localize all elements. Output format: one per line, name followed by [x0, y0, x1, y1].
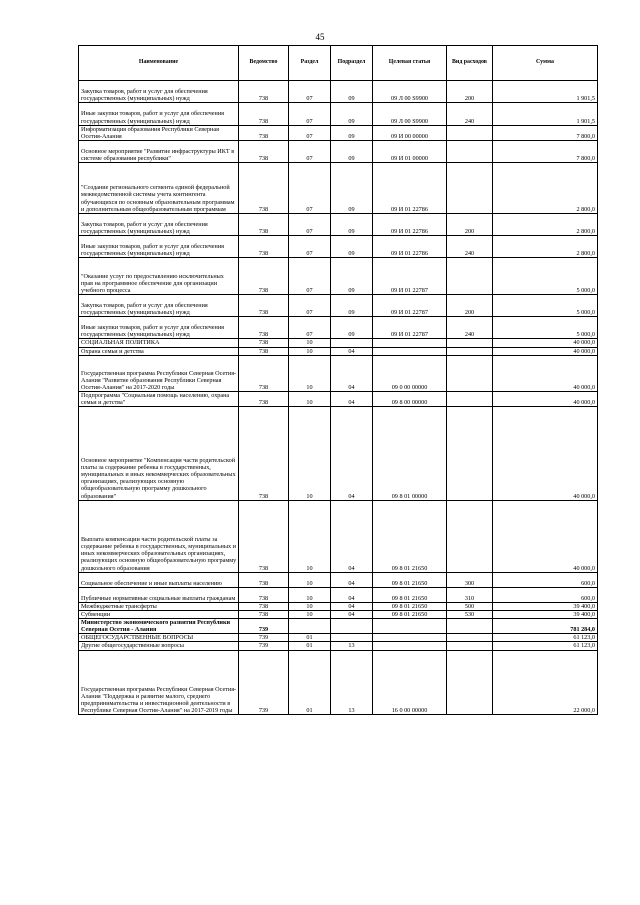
cell-sum: 7 800,0	[493, 140, 598, 162]
cell-kind: 530	[447, 611, 493, 619]
table-row	[79, 642, 598, 650]
cell-kind	[447, 500, 493, 572]
cell-dept: 739	[239, 650, 289, 715]
cell-section: 07	[289, 103, 331, 125]
cell-subsection: 09	[331, 213, 373, 235]
cell-name: Министерство экономического развития Республики Северная Осетия - Алания	[79, 619, 239, 634]
column-header-section: Раздел	[289, 46, 331, 81]
cell-kind: 200	[447, 81, 493, 103]
cell-section: 10	[289, 407, 331, 500]
cell-subsection: 09	[331, 140, 373, 162]
column-header-subsection: Подраздел	[331, 46, 373, 81]
cell-section: 10	[289, 392, 331, 407]
cell-dept: 738	[239, 339, 289, 347]
table-row	[79, 650, 598, 715]
cell-target: 09 И 01 22786	[373, 163, 447, 214]
page-number: 45	[315, 32, 325, 42]
cell-section: 07	[289, 163, 331, 214]
column-header-kind: Вид расходов	[447, 46, 493, 81]
cell-dept: 738	[239, 140, 289, 162]
cell-section: 01	[289, 650, 331, 715]
cell-section: 10	[289, 587, 331, 602]
cell-dept: 738	[239, 163, 289, 214]
cell-sum: 600,0	[493, 572, 598, 587]
cell-name: Государственная программа Республики Северная Осетия-Алания "Поддержка и развитие малого, среднего предпринимательства и инвестиционной деятельности в Республике Северная Осетия-Алания" на 2017-2019 годы	[79, 650, 239, 715]
cell-kind: 240	[447, 103, 493, 125]
cell-section: 07	[289, 213, 331, 235]
cell-kind: 200	[447, 213, 493, 235]
cell-sum: 7 800,0	[493, 125, 598, 140]
column-header-dept: Ведомство	[239, 46, 289, 81]
cell-subsection: 09	[331, 125, 373, 140]
cell-dept: 738	[239, 103, 289, 125]
table-row	[79, 140, 598, 162]
cell-kind: 500	[447, 603, 493, 611]
cell-sum: 1 901,5	[493, 103, 598, 125]
cell-subsection: 09	[331, 258, 373, 295]
table-row	[79, 236, 598, 258]
cell-section	[289, 619, 331, 634]
cell-dept: 738	[239, 81, 289, 103]
table-header-row	[79, 46, 598, 81]
cell-subsection: 09	[331, 81, 373, 103]
cell-subsection: 13	[331, 642, 373, 650]
cell-subsection: 04	[331, 347, 373, 355]
cell-section: 01	[289, 634, 331, 642]
cell-section: 07	[289, 294, 331, 316]
cell-target: 09 8 01 21650	[373, 587, 447, 602]
table-row	[79, 213, 598, 235]
cell-name: Субвенции	[79, 611, 239, 619]
table-row	[79, 347, 598, 355]
cell-sum: 61 123,0	[493, 634, 598, 642]
cell-subsection: 09	[331, 317, 373, 339]
table-row	[79, 103, 598, 125]
cell-name: Закупка товаров, работ и услуг для обеспечения государственных (муниципальных) нужд	[79, 294, 239, 316]
cell-section: 10	[289, 339, 331, 347]
cell-name: Иные закупки товаров, работ и услуг для обеспечения государственных (муниципальных) нужд	[79, 317, 239, 339]
cell-dept: 738	[239, 407, 289, 500]
cell-sum: 5 000,0	[493, 258, 598, 295]
cell-kind: 240	[447, 236, 493, 258]
cell-sum: 40 000,0	[493, 339, 598, 347]
table-row	[79, 572, 598, 587]
cell-target: 09 Л 00 S9900	[373, 81, 447, 103]
cell-target	[373, 347, 447, 355]
table-row	[79, 634, 598, 642]
cell-target: 09 8 01 21650	[373, 572, 447, 587]
cell-dept: 738	[239, 392, 289, 407]
table-row	[79, 163, 598, 214]
cell-subsection: 09	[331, 163, 373, 214]
cell-target: 09 И 01 22786	[373, 236, 447, 258]
cell-section: 07	[289, 81, 331, 103]
cell-name: "Оказание услуг по предоставлению исключительных прав на программное обеспечение для организации учебного процесса	[79, 258, 239, 295]
column-header-target: Целевая статья	[373, 46, 447, 81]
cell-sum: 39 400,0	[493, 603, 598, 611]
cell-sum: 1 901,5	[493, 81, 598, 103]
cell-section: 07	[289, 236, 331, 258]
cell-target	[373, 642, 447, 650]
cell-target: 09 И 00 00000	[373, 125, 447, 140]
cell-kind	[447, 140, 493, 162]
cell-name: Основное мероприятие "Развитие инфраструктуры ИКТ в системе образования республики"	[79, 140, 239, 162]
cell-sum: 40 000,0	[493, 355, 598, 392]
cell-kind	[447, 125, 493, 140]
cell-subsection: 04	[331, 587, 373, 602]
table-body	[79, 81, 598, 715]
cell-name: Закупка товаров, работ и услуг для обеспечения государственных (муниципальных) нужд	[79, 81, 239, 103]
cell-subsection: 04	[331, 611, 373, 619]
cell-kind	[447, 642, 493, 650]
cell-name: Выплата компенсации части родительской платы за содержание ребенка в государственных, муниципальных и иных некоммерческих образовательных организациях, реализующих основную общеобразовательную программу дошкольного образования	[79, 500, 239, 572]
cell-target: 09 И 01 00000	[373, 140, 447, 162]
cell-dept: 738	[239, 236, 289, 258]
column-header-name: Наименование	[79, 46, 239, 81]
cell-section: 10	[289, 355, 331, 392]
table-row	[79, 294, 598, 316]
cell-name: ОБЩЕГОСУДАРСТВЕННЫЕ ВОПРОСЫ	[79, 634, 239, 642]
cell-sum: 781 284,0	[493, 619, 598, 634]
cell-section: 01	[289, 642, 331, 650]
cell-dept: 738	[239, 500, 289, 572]
cell-dept: 739	[239, 619, 289, 634]
cell-sum: 5 000,0	[493, 317, 598, 339]
table-row	[79, 603, 598, 611]
cell-target: 09 8 00 00000	[373, 392, 447, 407]
cell-sum: 22 000,0	[493, 650, 598, 715]
table-row	[79, 619, 598, 634]
cell-target: 09 8 01 21650	[373, 500, 447, 572]
cell-name: Охрана семьи и детства	[79, 347, 239, 355]
cell-subsection: 04	[331, 500, 373, 572]
cell-kind: 200	[447, 294, 493, 316]
table-row	[79, 125, 598, 140]
cell-name: Закупка товаров, работ и услуг для обеспечения государственных (муниципальных) нужд	[79, 213, 239, 235]
cell-dept: 738	[239, 347, 289, 355]
cell-dept: 738	[239, 611, 289, 619]
cell-sum: 61 123,0	[493, 642, 598, 650]
cell-section: 10	[289, 500, 331, 572]
cell-dept: 738	[239, 603, 289, 611]
table-row	[79, 317, 598, 339]
budget-table	[78, 45, 598, 715]
cell-subsection: 13	[331, 650, 373, 715]
cell-subsection	[331, 339, 373, 347]
cell-subsection: 09	[331, 294, 373, 316]
cell-target: 09 8 01 00000	[373, 407, 447, 500]
cell-target: 09 0 00 00000	[373, 355, 447, 392]
table-row	[79, 392, 598, 407]
cell-dept: 738	[239, 355, 289, 392]
table-row	[79, 500, 598, 572]
column-header-sum: Сумма	[493, 46, 598, 81]
cell-section: 10	[289, 611, 331, 619]
table-row	[79, 587, 598, 602]
cell-section: 10	[289, 603, 331, 611]
cell-subsection	[331, 619, 373, 634]
cell-sum: 2 800,0	[493, 236, 598, 258]
cell-name: Публичные нормативные социальные выплаты гражданам	[79, 587, 239, 602]
table-row	[79, 258, 598, 295]
cell-target: 09 И 01 22787	[373, 317, 447, 339]
cell-name: Государственная программа Республики Северная Осетия-Алания "Развитие образования Республики Северная Осетия-Алания" на 2017-2020 годы	[79, 355, 239, 392]
cell-target: 09 И 01 22787	[373, 294, 447, 316]
cell-name: Иные закупки товаров, работ и услуг для обеспечения государственных (муниципальных) нужд	[79, 103, 239, 125]
cell-kind: 300	[447, 572, 493, 587]
cell-kind	[447, 407, 493, 500]
cell-subsection: 09	[331, 236, 373, 258]
cell-sum: 2 800,0	[493, 213, 598, 235]
cell-subsection: 04	[331, 392, 373, 407]
cell-subsection: 04	[331, 407, 373, 500]
cell-section: 10	[289, 572, 331, 587]
cell-name: СОЦИАЛЬНАЯ ПОЛИТИКА	[79, 339, 239, 347]
cell-dept: 738	[239, 572, 289, 587]
cell-subsection	[331, 634, 373, 642]
cell-kind	[447, 650, 493, 715]
cell-section: 07	[289, 317, 331, 339]
cell-name: Другие общегосударственные вопросы	[79, 642, 239, 650]
cell-sum: 40 000,0	[493, 392, 598, 407]
cell-sum: 5 000,0	[493, 294, 598, 316]
cell-section: 07	[289, 140, 331, 162]
cell-kind: 310	[447, 587, 493, 602]
cell-target	[373, 339, 447, 347]
cell-dept: 739	[239, 634, 289, 642]
cell-name: Иные закупки товаров, работ и услуг для обеспечения государственных (муниципальных) нужд	[79, 236, 239, 258]
table-row	[79, 339, 598, 347]
cell-kind	[447, 392, 493, 407]
cell-sum: 2 800,0	[493, 163, 598, 214]
cell-kind	[447, 258, 493, 295]
cell-target: 16 0 00 00000	[373, 650, 447, 715]
cell-subsection: 09	[331, 103, 373, 125]
cell-sum: 40 000,0	[493, 407, 598, 500]
cell-target: 09 И 01 22787	[373, 258, 447, 295]
cell-kind	[447, 634, 493, 642]
cell-subsection: 04	[331, 603, 373, 611]
cell-dept: 738	[239, 125, 289, 140]
cell-name: Социальное обеспечение и иные выплаты населению	[79, 572, 239, 587]
cell-section: 07	[289, 258, 331, 295]
cell-sum: 40 000,0	[493, 347, 598, 355]
cell-kind: 240	[447, 317, 493, 339]
cell-kind	[447, 163, 493, 214]
cell-kind	[447, 355, 493, 392]
cell-subsection: 04	[331, 572, 373, 587]
cell-name: Информатизация образования Республики Северная Осетия-Алания	[79, 125, 239, 140]
cell-target: 09 Л 00 S9900	[373, 103, 447, 125]
table-row	[79, 355, 598, 392]
cell-sum: 40 000,0	[493, 500, 598, 572]
cell-kind	[447, 347, 493, 355]
cell-dept: 738	[239, 213, 289, 235]
cell-section: 10	[289, 347, 331, 355]
table-row	[79, 81, 598, 103]
cell-kind	[447, 339, 493, 347]
cell-dept: 738	[239, 317, 289, 339]
cell-name: Основное мероприятие "Компенсация части родительской платы за содержание ребенка в государственных, муниципальных и иных некоммерческих образовательных организациях, реализующих основную общеобразовательную программу дошкольного образования"	[79, 407, 239, 500]
cell-kind	[447, 619, 493, 634]
cell-dept: 738	[239, 587, 289, 602]
cell-target	[373, 634, 447, 642]
cell-target	[373, 619, 447, 634]
table-row	[79, 407, 598, 500]
cell-target: 09 8 01 21650	[373, 603, 447, 611]
cell-sum: 600,0	[493, 587, 598, 602]
table-row	[79, 611, 598, 619]
cell-dept: 738	[239, 294, 289, 316]
cell-dept: 739	[239, 642, 289, 650]
cell-name: Межбюджетные трансферты	[79, 603, 239, 611]
cell-target: 09 И 01 22786	[373, 213, 447, 235]
cell-section: 07	[289, 125, 331, 140]
cell-subsection: 04	[331, 355, 373, 392]
cell-sum: 39 400,0	[493, 611, 598, 619]
cell-target: 09 8 01 21650	[373, 611, 447, 619]
cell-name: Подпрограмма "Социальная помощь населению, охрана семьи и детства"	[79, 392, 239, 407]
cell-dept: 738	[239, 258, 289, 295]
cell-name: "Создание регионального сегмента единой федеральной межведомственной системы учета контингента обучающихся по основным образовательным программам и дополнительным общеобразовательным программам	[79, 163, 239, 214]
